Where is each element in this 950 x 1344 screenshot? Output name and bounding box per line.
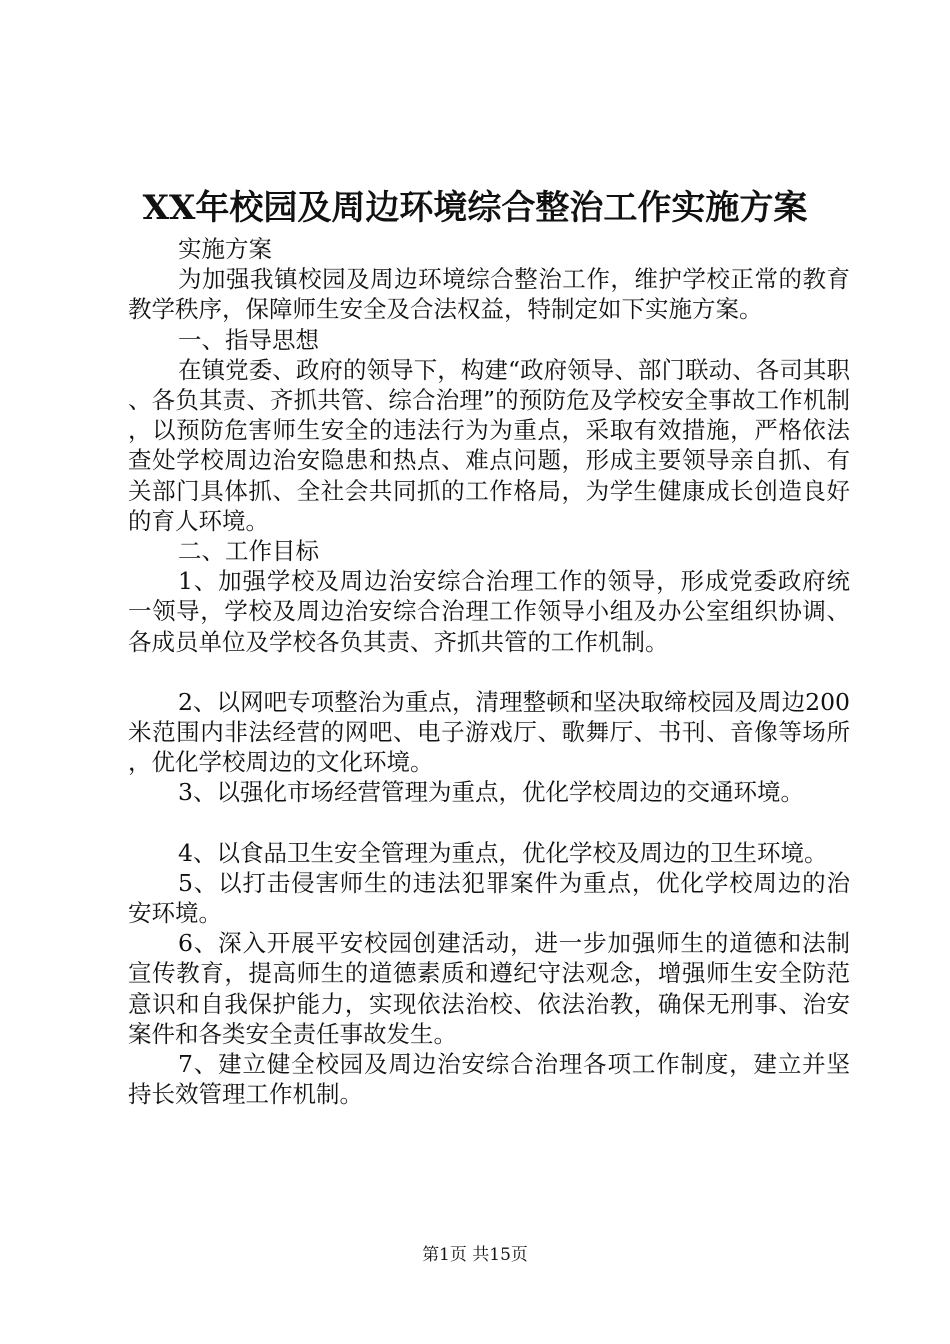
goal-item-4: 4、以食品卫生安全管理为重点，优化学校及周边的卫生环境。 xyxy=(178,838,828,867)
goal-item-1: 1、加强学校及周边治安综合治理工作的领导，形成党委政府统一领导，学校及周边治安综合治理工作领导小组及办公室组织协调、各成员单位及学校各负其责、齐抓共管的工作机制。 xyxy=(128,567,850,656)
goal-item-2: 2、以网吧专项整治为重点，清理整顿和坚决取缔校园及周边200米范围内非法经营的网吧、电子游戏厅、歌舞厅、书刊、音像等场所，优化学校周边的文化环境。 xyxy=(128,687,850,777)
goal-item-7: 7、建立健全校园及周边治安综合治理各项工作制度，建立并坚持长效管理工作机制。 xyxy=(128,1050,850,1109)
paragraph-intro: 为加强我镇校园及周边环境综合整治工作，维护学校正常的教育教学秩序，保障师生安全及合法权益，特制定如下实施方案。 xyxy=(128,265,850,324)
goal-item-3: 3、以强化市场经营管理为重点，优化学校周边的交通环境。 xyxy=(178,778,804,807)
document-title: XX年校园及周边环境综合整治工作实施方案 xyxy=(142,188,808,228)
page-number-footer: 第1页 共15页 xyxy=(422,1245,528,1265)
goal-item-6: 6、深入开展平安校园创建活动，进一步加强师生的道德和法制宣传教育，提高师生的道德素质和遵纪守法观念，增强师生安全防范意识和自我保护能力，实现依法治校、依法治教，确保无刑事、治安案件和各类安全责任事故发生。 xyxy=(128,929,850,1048)
document-body xyxy=(128,234,850,1109)
paragraph-guiding-thought: 在镇党委、政府的领导下，构建“政府领导、部门联动、各司其职、各负其责、齐抓共管、综合治理”的预防危及学校安全事故工作机制，以预防危害师生安全的违法行为为重点，采取有效措施，严格依法查处学校周边治安隐患和热点、难点问题，形成主要领导亲自抓、有关部门具体抓、全社会共同抓的工作格局，为学生健康成长创造良好的育人环境。 xyxy=(128,355,850,535)
paragraph-subtitle: 实施方案 xyxy=(178,235,272,263)
section-heading-work-goals: 二、工作目标 xyxy=(178,537,319,566)
section-heading-guiding-thought: 一、指导思想 xyxy=(178,325,319,354)
goal-item-5: 5、以打击侵害师生的违法犯罪案件为重点，优化学校周边的治安环境。 xyxy=(128,868,850,928)
